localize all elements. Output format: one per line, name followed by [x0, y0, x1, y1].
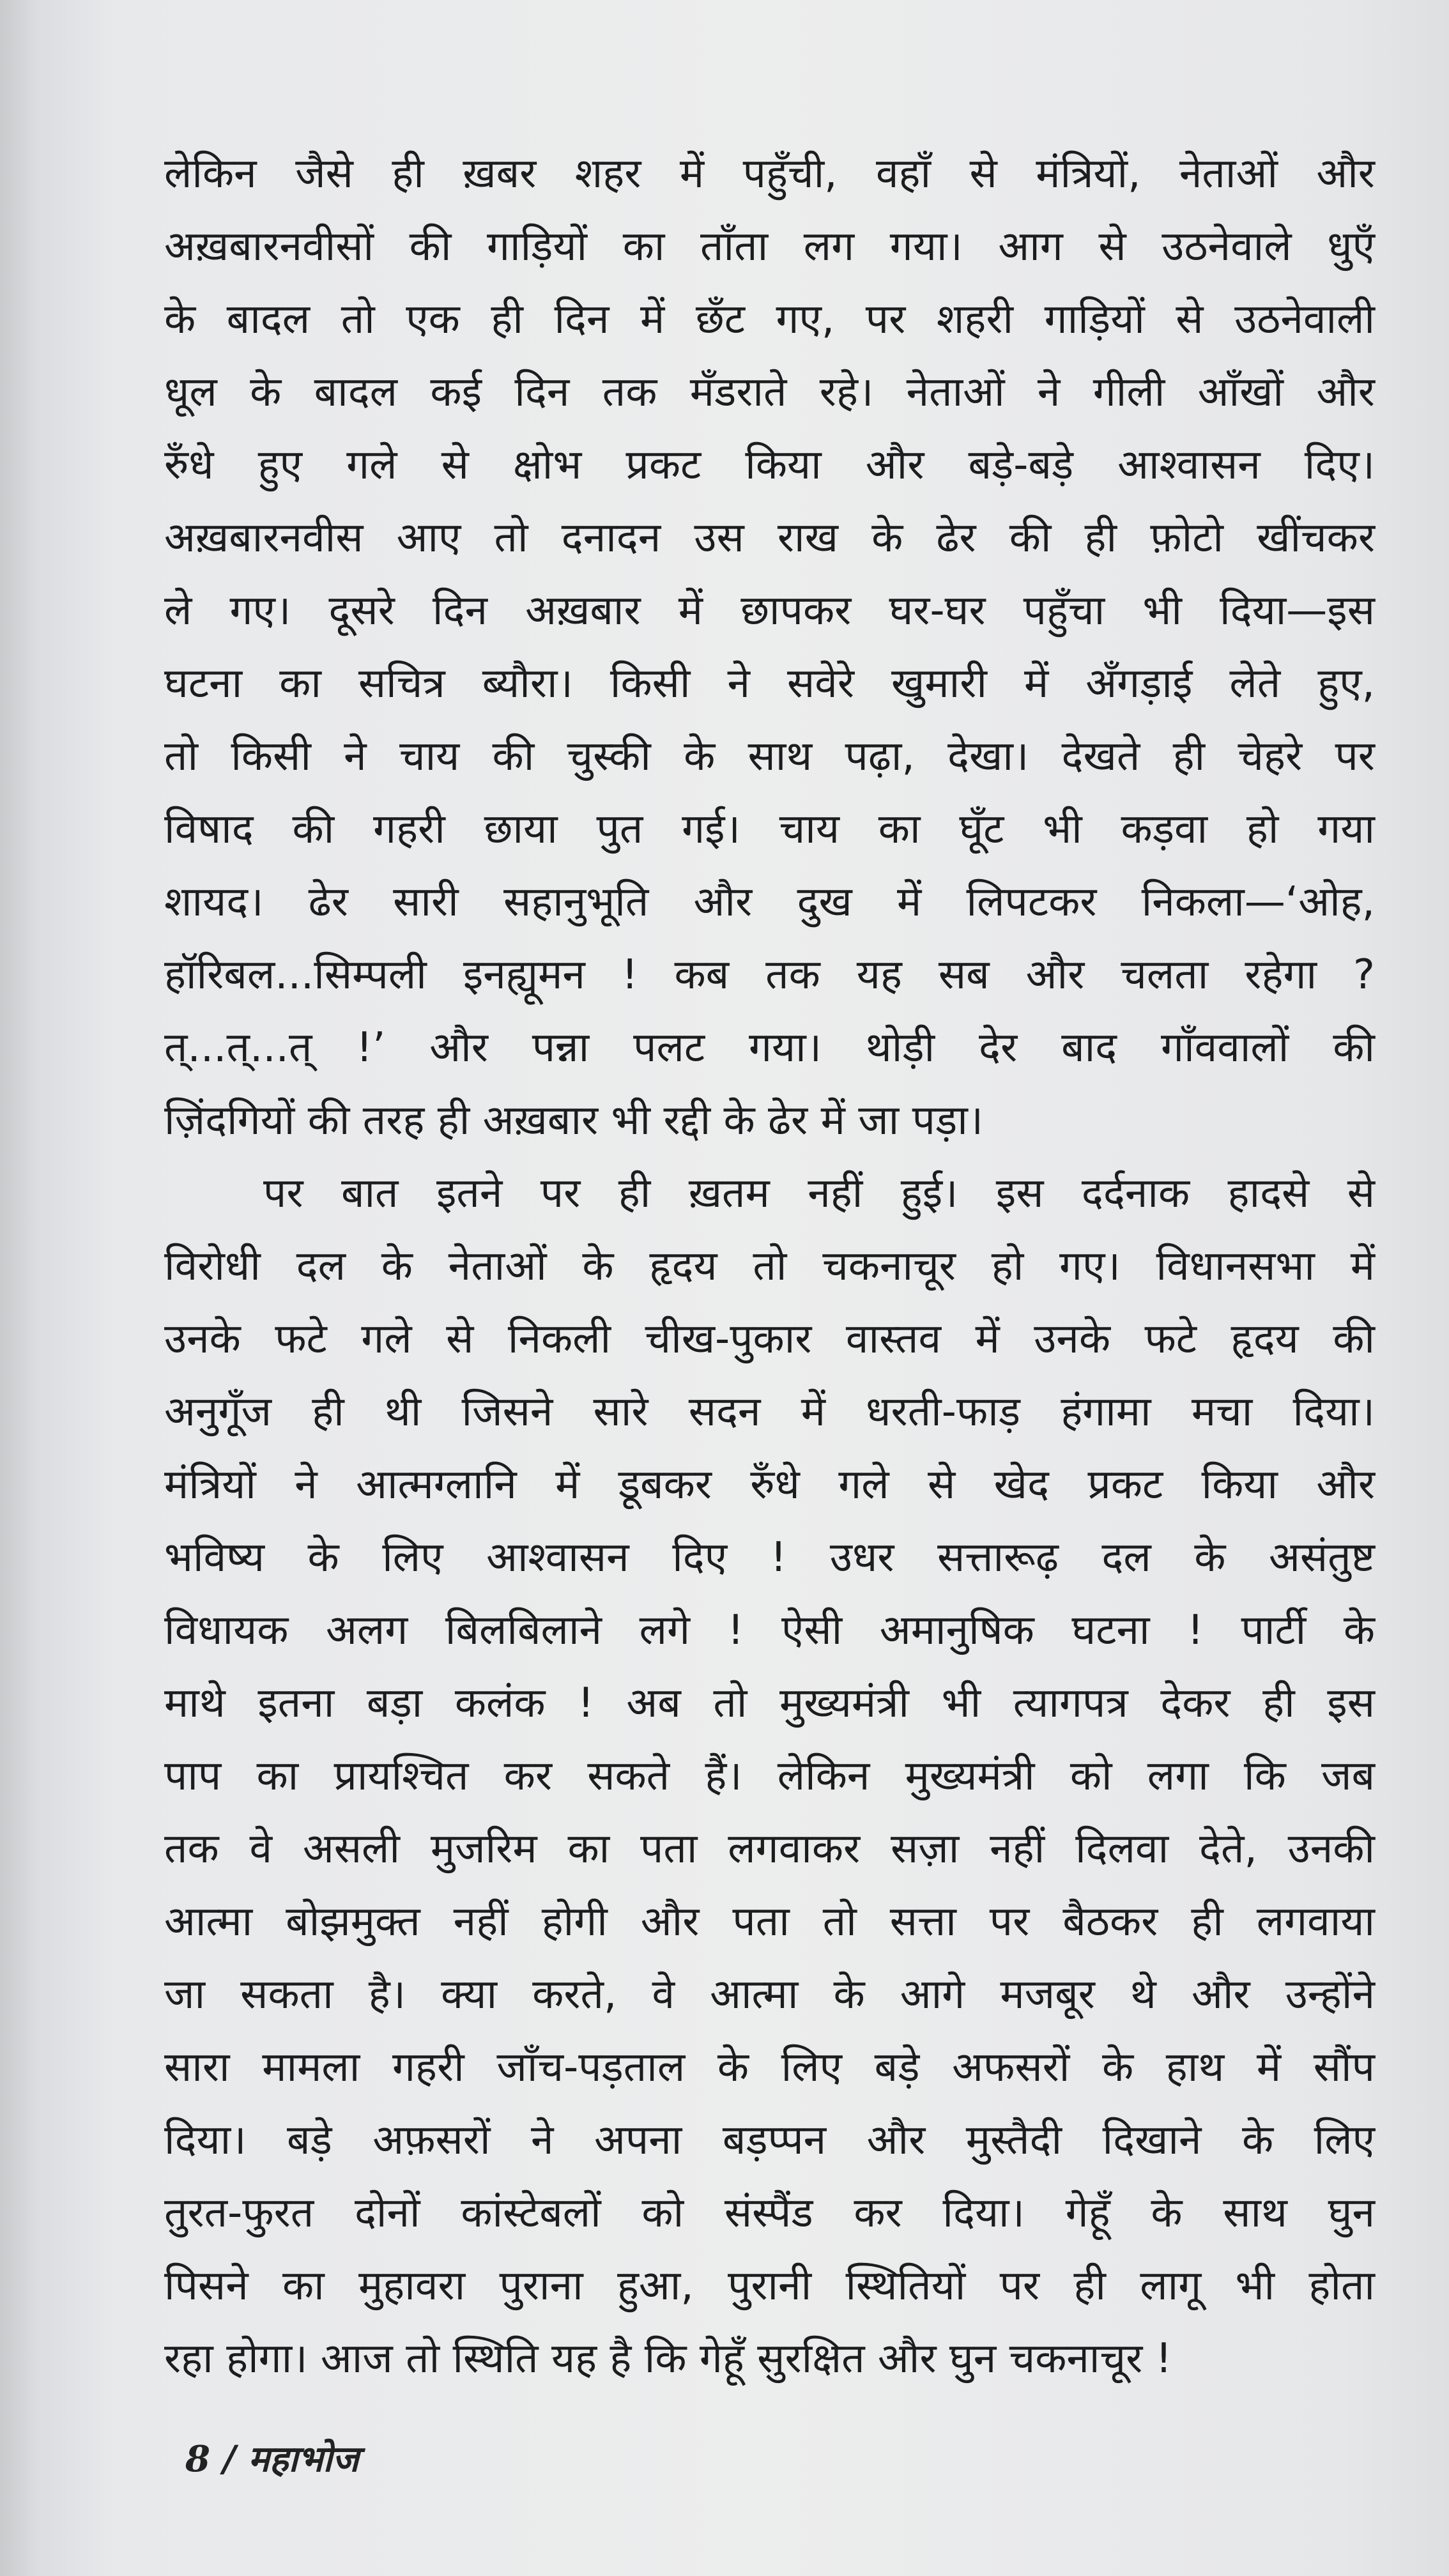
book-page-text	[164, 0, 1375, 2395]
text-line: तक वे असली मुजरिम का पता लगवाकर सज़ा नहीं दिलवा देते, उनकी	[164, 1825, 1375, 1873]
text-line: अख़बारनवीसों की गाड़ियों का ताँता लग गया। आग से उठनेवाले धुएँ	[164, 223, 1375, 270]
text-line: तुरत-फुरत दोनों कांस्टेबलों को संस्पैंड कर दिया। गेहूँ के साथ घुन	[164, 2189, 1375, 2237]
page-number: 8	[185, 2438, 210, 2480]
page-footer	[185, 2434, 1449, 2510]
text-line: हॉरिबल...सिम्पली इनह्यूमन ! कब तक यह सब और चलता रहेगा ?	[164, 951, 1375, 999]
text-line: आत्मा बोझमुक्त नहीं होगी और पता तो सत्ता पर बैठकर ही लगवाया	[164, 1898, 1375, 1945]
text-line: ले गए। दूसरे दिन अख़बार में छापकर घर-घर पहुँचा भी दिया—इस	[164, 587, 1375, 634]
text-line: अनुगूँज ही थी जिसने सारे सदन में धरती-फाड़ हंगामा मचा दिया।	[164, 1388, 1375, 1436]
text-line: घटना का सचित्र ब्यौरा। किसी ने सवेरे खुमारी में अँगड़ाई लेते हुए,	[164, 660, 1375, 707]
text-line: त्...त्...त् !’ और पन्ना पलट गया। थोड़ी देर बाद गाँववालों की	[164, 1024, 1375, 1071]
text-line: विधायक अलग बिलबिलाने लगे ! ऐसी अमानुषिक घटना ! पार्टी के	[164, 1607, 1375, 1654]
text-line: विरोधी दल के नेताओं के हृदय तो चकनाचूर हो गए। विधानसभा में	[164, 1243, 1375, 1290]
text-line: सारा मामला गहरी जाँच-पड़ताल के लिए बड़े अफसरों के हाथ में सौंप	[164, 2044, 1375, 2091]
text-line: पर बात इतने पर ही ख़तम नहीं हुई। इस दर्दनाक हादसे से	[263, 1170, 1375, 1217]
text-line: के बादल तो एक ही दिन में छँट गए, पर शहरी गाड़ियों से उठनेवाली	[164, 296, 1375, 343]
text-line: अख़बारनवीस आए तो दनादन उस राख के ढेर की ही फ़ोटो खींचकर	[164, 514, 1375, 562]
text-line: रहा होगा। आज तो स्थिति यह है कि गेहूँ सुरक्षित और घुन चकनाचूर !	[164, 2335, 1172, 2382]
text-line: पिसने का मुहावरा पुराना हुआ, पुरानी स्थितियों पर ही लागू भी होता	[164, 2262, 1375, 2310]
text-line: रुँधे हुए गले से क्षोभ प्रकट किया और बड़े-बड़े आश्वासन दिए।	[164, 441, 1375, 489]
footer-separator: /	[222, 2438, 236, 2480]
text-line: दिया। बड़े अफ़सरों ने अपना बड़प्पन और मुस्तैदी दिखाने के लिए	[164, 2117, 1375, 2164]
text-line: लेकिन जैसे ही ख़बर शहर में पहुँची, वहाँ से मंत्रियों, नेताओं और	[164, 150, 1375, 197]
text-line: उनके फटे गले से निकली चीख-पुकार वास्तव में उनके फटे हृदय की	[164, 1315, 1375, 1363]
text-line: तो किसी ने चाय की चुस्की के साथ पढ़ा, देखा। देखते ही चेहरे पर	[164, 733, 1375, 780]
text-line: मंत्रियों ने आत्मग्लानि में डूबकर रुँधे गले से खेद प्रकट किया और	[164, 1461, 1375, 1508]
text-line: भविष्य के लिए आश्वासन दिए ! उधर सत्तारूढ़ दल के असंतुष्ट	[164, 1534, 1375, 1581]
text-line: शायद। ढेर सारी सहानुभूति और दुख में लिपटकर निकला—‘ओह,	[164, 878, 1375, 926]
text-line: विषाद की गहरी छाया पुत गई। चाय का घूँट भी कड़वा हो गया	[164, 806, 1375, 853]
book-title: महाभोज	[248, 2438, 359, 2480]
text-line: धूल के बादल कई दिन तक मँडराते रहे। नेताओं ने गीली आँखों और	[164, 369, 1375, 416]
text-line: ज़िंदगियों की तरह ही अख़बार भी रद्दी के ढेर में जा पड़ा।	[164, 1097, 984, 1144]
text-line: जा सकता है। क्या करते, वे आत्मा के आगे मजबूर थे और उन्होंने	[164, 1971, 1375, 2018]
text-line: पाप का प्रायश्चित कर सकते हैं। लेकिन मुख्यमंत्री को लगा कि जब	[164, 1752, 1375, 1800]
text-line: माथे इतना बड़ा कलंक ! अब तो मुख्यमंत्री भी त्यागपत्र देकर ही इस	[164, 1680, 1375, 1727]
